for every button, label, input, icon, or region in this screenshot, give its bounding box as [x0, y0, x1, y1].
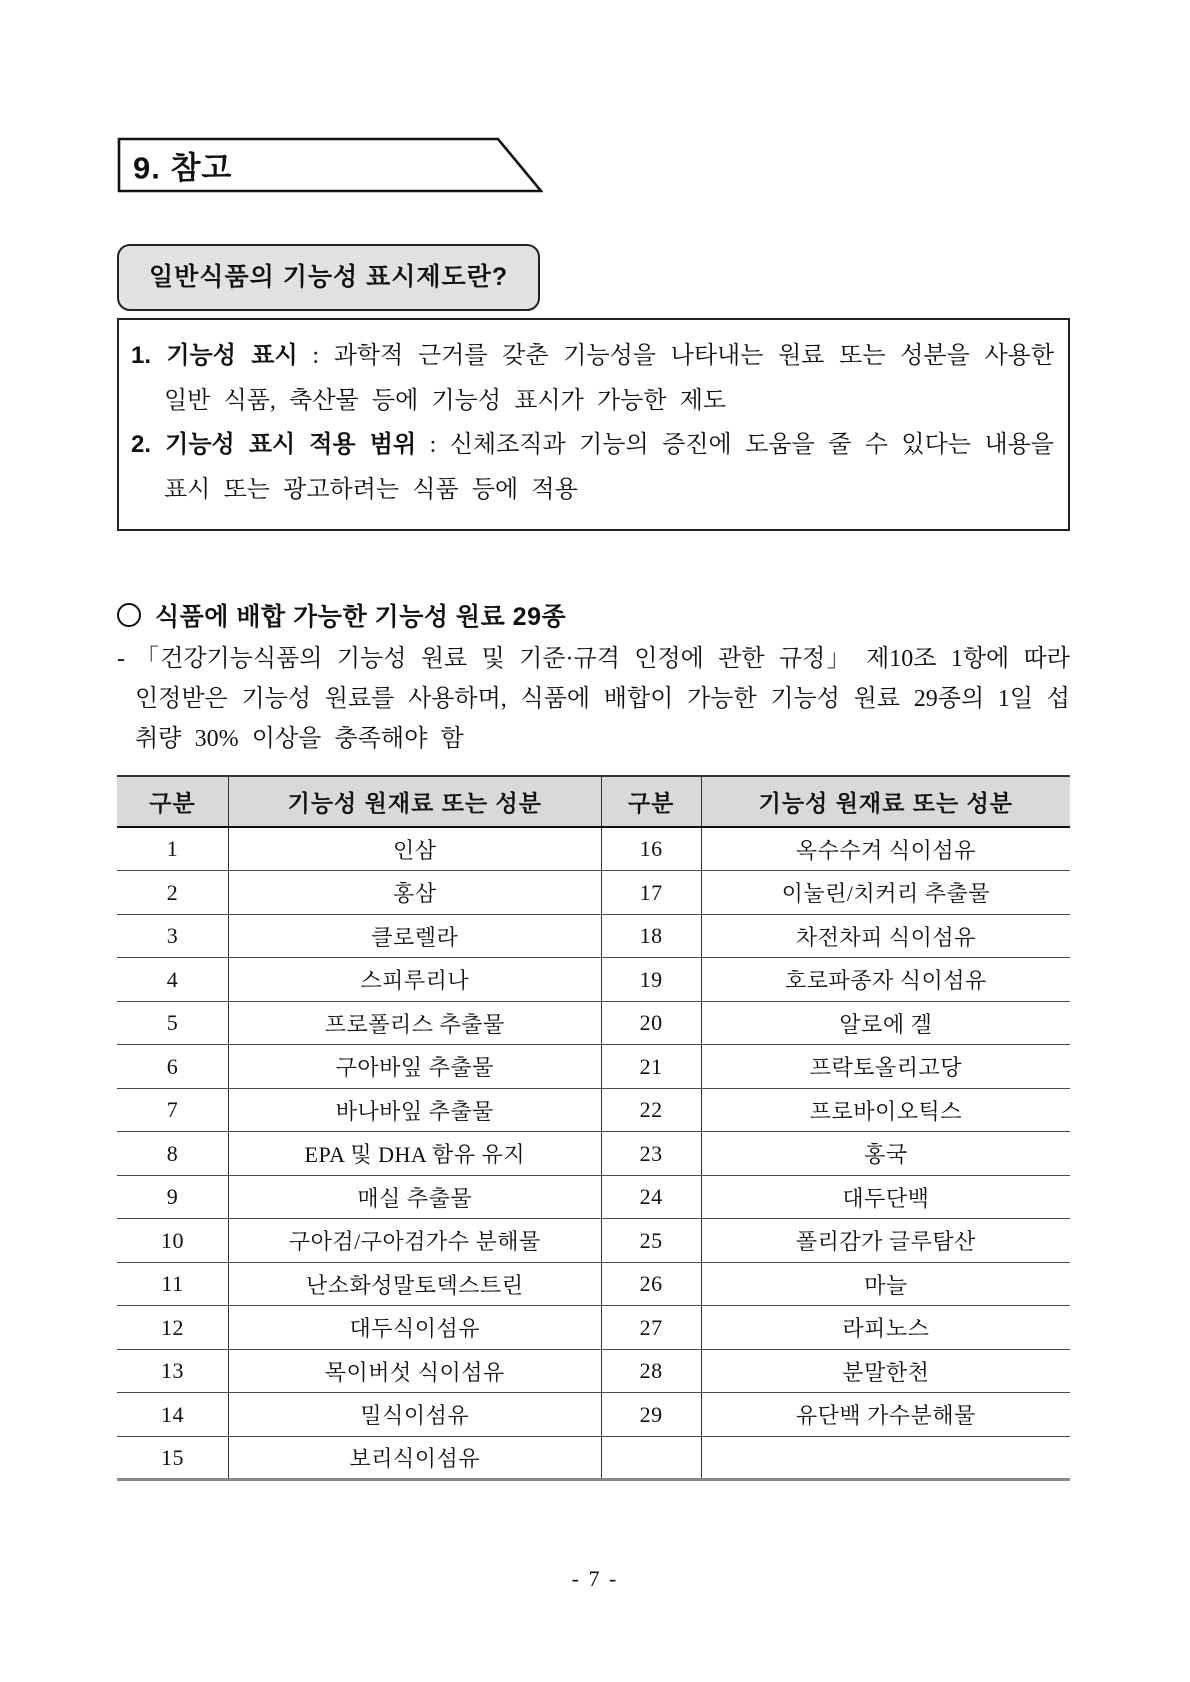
ingredient-name-cell: 옥수수겨 식이섬유 — [701, 827, 1070, 871]
row-number-cell: 24 — [601, 1175, 701, 1219]
intro-title-box: 일반식품의 기능성 표시제도란? — [117, 244, 540, 311]
ingredient-name-cell: 유단백 가수분해물 — [701, 1393, 1070, 1437]
row-number-cell: 23 — [601, 1132, 701, 1176]
row-number-cell: 6 — [117, 1045, 229, 1089]
ingredient-name-cell: 스피루리나 — [229, 958, 602, 1002]
ingredient-name-cell: EPA 및 DHA 함유 유지 — [229, 1132, 602, 1176]
ingredients-table-body — [117, 827, 1070, 1480]
ingredient-name-cell: 마늘 — [701, 1262, 1070, 1306]
ingredient-name-cell: 분말한천 — [701, 1349, 1070, 1393]
ingredient-name-cell: 프락토올리고당 — [701, 1045, 1070, 1089]
section-title: 식품에 배합 가능한 기능성 원료 29종 — [155, 602, 567, 631]
ingredient-name-cell: 클로렐라 — [229, 914, 602, 958]
section-heading — [117, 597, 1070, 633]
ingredient-name-cell: 대두단백 — [701, 1175, 1070, 1219]
row-number-cell: 20 — [601, 1001, 701, 1045]
table-row — [117, 1349, 1070, 1393]
intro-item-label: 2. 기능성 표시 적용 범위 — [131, 431, 417, 459]
ingredient-name-cell: 홍삼 — [229, 871, 602, 915]
table-row — [117, 871, 1070, 915]
ingredient-name-cell: 차전차피 식이섬유 — [701, 914, 1070, 958]
row-number-cell — [601, 1436, 701, 1480]
ingredient-name-cell: 구아검/구아검가수 분해물 — [229, 1219, 602, 1263]
section-paragraph — [117, 639, 1070, 760]
row-number-cell: 15 — [117, 1436, 229, 1480]
intro-box — [117, 318, 1070, 531]
row-number-cell: 10 — [117, 1219, 229, 1263]
circle-bullet-icon — [117, 603, 141, 627]
table-row — [117, 1306, 1070, 1350]
row-number-cell: 7 — [117, 1088, 229, 1132]
row-number-cell: 12 — [117, 1306, 229, 1350]
table-row — [117, 914, 1070, 958]
table-row — [117, 827, 1070, 871]
banner-title: 9. 참고 — [133, 150, 233, 186]
row-number-cell: 19 — [601, 958, 701, 1002]
row-number-cell: 28 — [601, 1349, 701, 1393]
table-row — [117, 1001, 1070, 1045]
ingredient-name-cell: 라피노스 — [701, 1306, 1070, 1350]
ingredient-name-cell: 난소화성말토덱스트린 — [229, 1262, 602, 1306]
table-row — [117, 1219, 1070, 1263]
ingredient-name-cell: 프로바이오틱스 — [701, 1088, 1070, 1132]
table-row — [117, 1393, 1070, 1437]
table-header-cell: 기능성 원재료 또는 성분 — [701, 776, 1070, 827]
ingredient-name-cell: 프로폴리스 추출물 — [229, 1001, 602, 1045]
table-header-cell: 기능성 원재료 또는 성분 — [229, 776, 602, 827]
row-number-cell: 13 — [117, 1349, 229, 1393]
table-row — [117, 1436, 1070, 1480]
row-number-cell: 8 — [117, 1132, 229, 1176]
ingredient-name-cell: 이눌린/치커리 추출물 — [701, 871, 1070, 915]
row-number-cell: 16 — [601, 827, 701, 871]
intro-items — [131, 334, 1054, 513]
ingredients-table-head-row — [117, 776, 1070, 827]
ingredient-name-cell: 구아바잎 추출물 — [229, 1045, 602, 1089]
intro-item-label: 1. 기능성 표시 — [131, 342, 298, 369]
table-row — [117, 1045, 1070, 1089]
section-banner — [117, 137, 543, 194]
row-number-cell: 2 — [117, 871, 229, 915]
table-row — [117, 1175, 1070, 1219]
row-number-cell: 18 — [601, 914, 701, 958]
row-number-cell: 27 — [601, 1306, 701, 1350]
ingredient-name-cell: 폴리감가 글루탐산 — [701, 1219, 1070, 1263]
row-number-cell: 9 — [117, 1175, 229, 1219]
ingredient-name-cell: 인삼 — [229, 827, 602, 871]
ingredients-table — [117, 775, 1070, 1481]
row-number-cell: 1 — [117, 827, 229, 871]
table-header-cell: 구분 — [601, 776, 701, 827]
row-number-cell: 21 — [601, 1045, 701, 1089]
table-row — [117, 1132, 1070, 1176]
row-number-cell: 5 — [117, 1001, 229, 1045]
dash-bullet: - — [117, 645, 125, 672]
ingredient-name-cell — [701, 1436, 1070, 1480]
ingredient-name-cell: 바나바잎 추출물 — [229, 1088, 602, 1132]
row-number-cell: 3 — [117, 914, 229, 958]
ingredient-name-cell: 밀식이섬유 — [229, 1393, 602, 1437]
row-number-cell: 11 — [117, 1262, 229, 1306]
intro-item: 1. 기능성 표시 : 과학적 근거를 갖춘 기능성을 나타내는 원료 또는 성분을 사용한 일반 식품, 축산물 등에 기능성 표시가 가능한 제도 — [131, 342, 1055, 414]
ingredient-name-cell: 목이버섯 식이섬유 — [229, 1349, 602, 1393]
row-number-cell: 26 — [601, 1262, 701, 1306]
ingredient-name-cell: 홍국 — [701, 1132, 1070, 1176]
intro-item: 2. 기능성 표시 적용 범위 : 신체조직과 기능의 증진에 도움을 줄 수 있다는 내용을 표시 또는 광고하려는 식품 등에 적용 — [131, 431, 1054, 503]
table-header-cell: 구분 — [117, 776, 229, 827]
row-number-cell: 17 — [601, 871, 701, 915]
ingredient-name-cell: 호로파종자 식이섬유 — [701, 958, 1070, 1002]
ingredient-name-cell: 매실 추출물 — [229, 1175, 602, 1219]
table-row — [117, 958, 1070, 1002]
section-body-text: 「건강기능식품의 기능성 원료 및 기준·규격 인정에 관한 규정」 제10조 1항에 따라 인정받은 기능성 원료를 사용하며, 식품에 배합이 가능한 기능성 원료 29종의 1일 섭취량 30% 이상을 충족해야 함 — [135, 645, 1070, 753]
ingredient-name-cell: 보리식이섬유 — [229, 1436, 602, 1480]
row-number-cell: 14 — [117, 1393, 229, 1437]
page-number: - 7 - — [571, 1566, 619, 1591]
table-row — [117, 1262, 1070, 1306]
row-number-cell: 29 — [601, 1393, 701, 1437]
ingredient-name-cell: 알로에 겔 — [701, 1001, 1070, 1045]
row-number-cell: 4 — [117, 958, 229, 1002]
row-number-cell: 22 — [601, 1088, 701, 1132]
table-row — [117, 1088, 1070, 1132]
row-number-cell: 25 — [601, 1219, 701, 1263]
ingredient-name-cell: 대두식이섬유 — [229, 1306, 602, 1350]
